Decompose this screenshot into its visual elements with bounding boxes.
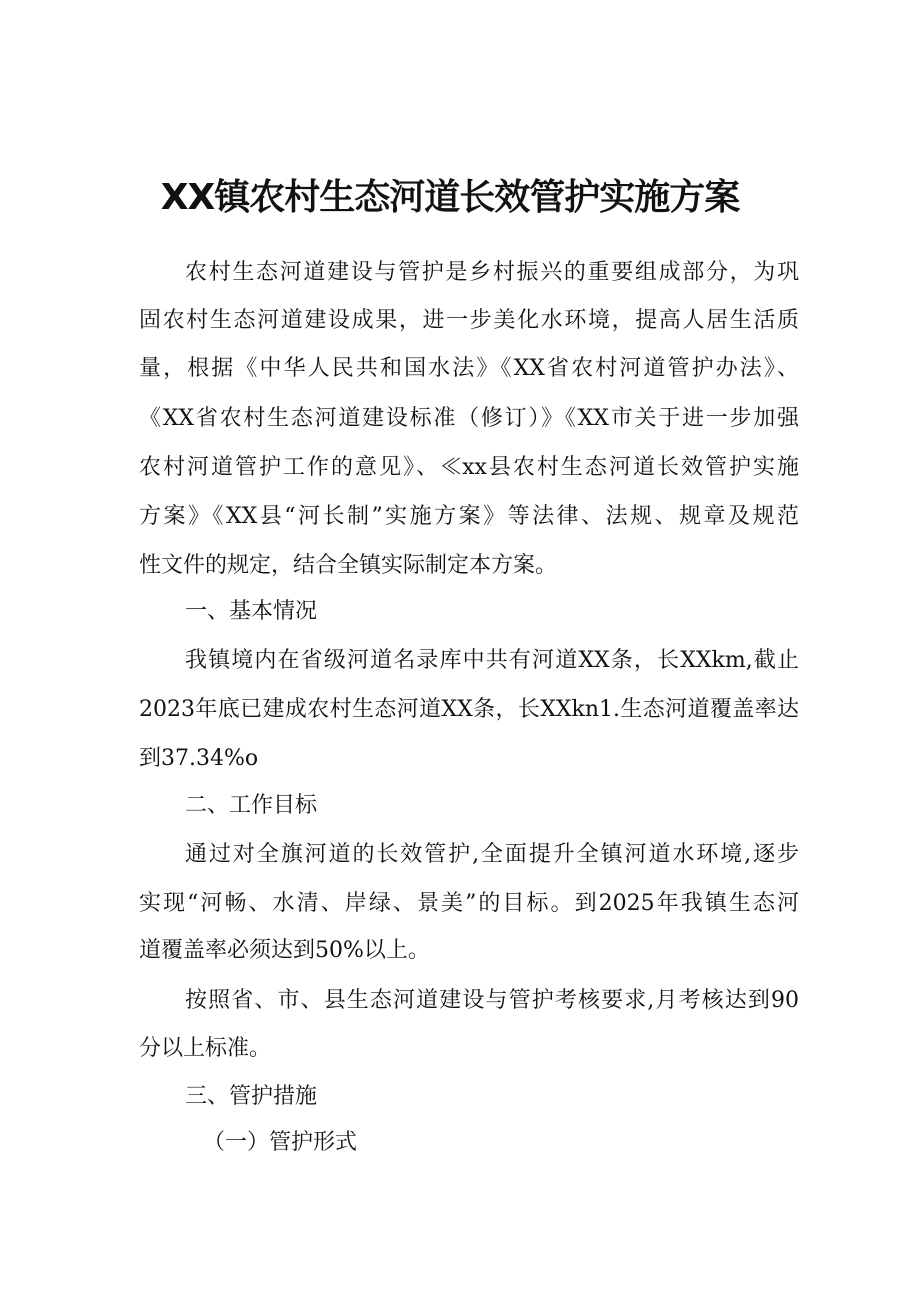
intro-line-4: 《XX省农村生态河道建设标准（修订）》《XX市关于进一步加强 xyxy=(139,406,799,431)
section-heading-basic-situation: 一、基本情况 xyxy=(185,599,318,624)
intro-line-6: 方案》《XX县“河长制”实施方案》等法律、法规、规章及规范 xyxy=(139,504,799,529)
intro-line-5: 农村河道管护工作的意见》、≪xx县农村生态河道长效管护实施 xyxy=(139,455,799,480)
section2-para1-line-2: 实现“河畅、水清、岸绿、景美”的目标。到2025年我镇生态河 xyxy=(139,891,799,916)
intro-line-7: 性文件的规定，结合全镇实际制定本方案。 xyxy=(139,553,558,578)
section2-para1-line-3: 道覆盖率必须达到50%以上。 xyxy=(139,938,430,963)
section2-para2-line-1: 按照省、市、县生态河道建设与管护考核要求,月考核达到90 xyxy=(185,988,799,1013)
section-heading-work-goals: 二、工作目标 xyxy=(185,793,318,818)
section2-para2-line-2: 分以上标准。 xyxy=(139,1036,272,1061)
intro-line-1: 农村生态河道建设与管护是乡村振兴的重要组成部分，为巩 xyxy=(185,260,799,285)
section1-line-2: 2023年底已建成农村生态河道XX条，长XXkn1.生态河道覆盖率达 xyxy=(139,697,799,722)
section-heading-management-measures: 三、管护措施 xyxy=(185,1084,318,1109)
section1-line-1: 我镇境内在省级河道名录库中共有河道XX条，长XXkm,截止 xyxy=(185,648,799,673)
intro-line-3: 量，根据《中华人民共和国水法》《XX省农村河道管护办法》、 xyxy=(139,356,799,381)
intro-line-2: 固农村生态河道建设成果，进一步美化水环境，提高人居生活质 xyxy=(139,308,799,333)
subsection-heading-management-form: （一）管护形式 xyxy=(203,1130,358,1155)
document-title: XX镇农村生态河道长效管护实施方案 xyxy=(160,177,740,218)
section1-line-3: 到37.34%o xyxy=(139,746,259,771)
section2-para1-line-1: 通过对全旗河道的长效管护,全面提升全镇河道水环境,逐步 xyxy=(185,842,799,867)
